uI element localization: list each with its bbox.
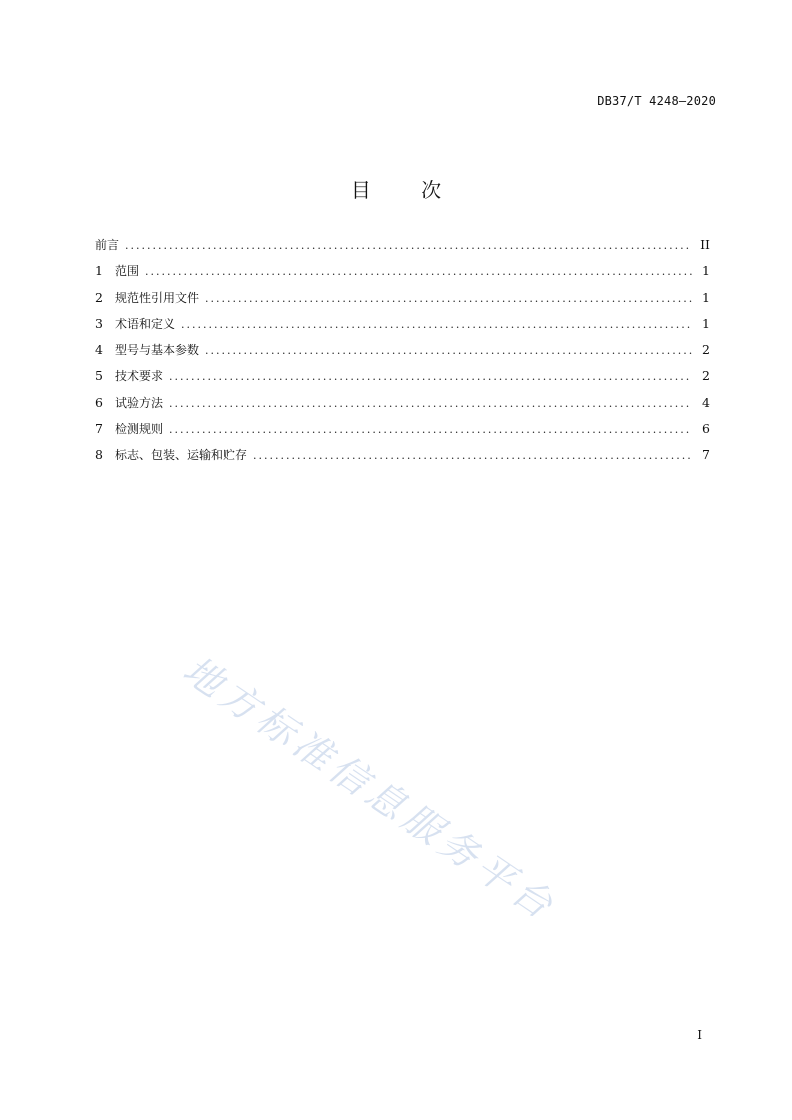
toc-entry-label: 术语和定义 [115,316,176,331]
toc-leader-dots [125,239,692,252]
toc-leader-dots [169,370,692,383]
toc-entry-page: 2 [702,342,710,358]
toc-entry-number: 3 [95,315,103,331]
toc-entry-label: 型号与基本参数 [115,343,200,358]
toc-entry-number: 6 [95,394,103,410]
page-title [0,174,792,203]
toc-entry-label: 标志、包装、运输和贮存 [115,448,248,463]
toc-entry-4[interactable] [95,341,710,367]
toc-leader-dots [181,318,692,331]
toc-entry-number: 7 [95,421,103,437]
toc-entry-number: 5 [95,368,103,384]
toc-entry-label: 范围 [115,264,140,279]
toc-entry-1[interactable] [95,262,710,288]
toc-entry-8[interactable] [95,446,710,472]
table-of-contents [95,236,710,473]
toc-leader-dots [253,449,692,462]
toc-leader-dots [205,344,692,357]
toc-entry-number: 1 [95,263,103,279]
document-code: DB37/T 4248—2020 [597,94,716,108]
toc-entry-2[interactable] [95,289,710,315]
toc-leader-dots [145,265,692,278]
toc-entry-foreword[interactable] [95,236,710,262]
toc-entry-page: 7 [702,447,710,463]
toc-leader-dots [169,397,692,410]
toc-entry-page: 1 [702,289,710,305]
watermark: 地方标准信息服务平台 [175,647,565,930]
toc-entry-label: 技术要求 [115,369,164,384]
toc-entry-number: 4 [95,342,103,358]
toc-entry-page: 4 [702,394,710,410]
toc-entry-page: II [700,237,710,252]
toc-entry-page: 6 [702,421,710,437]
toc-entry-label: 规范性引用文件 [115,290,200,305]
page-number: I [697,1028,702,1042]
toc-entry-number: 8 [95,447,103,463]
toc-entry-page: 2 [702,368,710,384]
toc-entry-5[interactable] [95,367,710,393]
toc-entry-6[interactable] [95,394,710,420]
toc-leader-dots [205,292,692,305]
toc-entry-number: 2 [95,289,103,305]
toc-entry-label: 前言 [95,238,120,252]
toc-entry-label: 试验方法 [115,395,164,410]
title-char-2: 次 [421,178,442,202]
title-char-1: 目 [350,178,371,202]
toc-entry-page: 1 [702,263,710,279]
toc-entry-page: 1 [702,315,710,331]
toc-leader-dots [169,423,692,436]
toc-entry-3[interactable] [95,315,710,341]
toc-entry-7[interactable] [95,420,710,446]
toc-entry-label: 检测规则 [115,422,164,437]
